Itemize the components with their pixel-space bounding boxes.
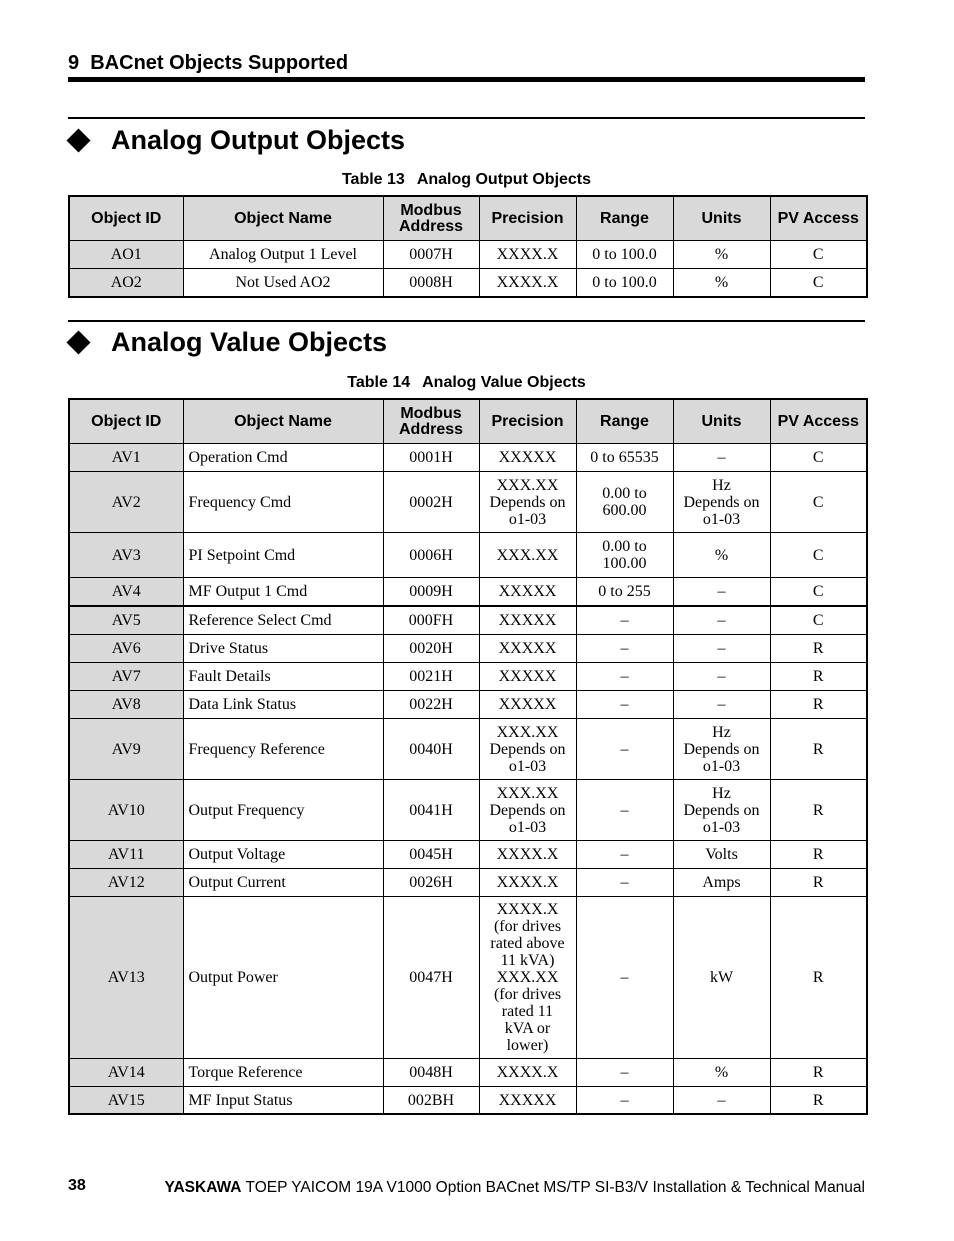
cell-precision: XXXXX <box>479 606 576 635</box>
cell-object-id: AV11 <box>69 841 183 869</box>
cell-range: 0 to 100.0 <box>576 269 673 298</box>
cell-object-name: Data Link Status <box>183 691 383 719</box>
cell-units: – <box>673 444 770 472</box>
cell-units: Amps <box>673 869 770 897</box>
cell-modbus-address: 0009H <box>383 578 479 607</box>
col-header-modbus-address: Modbus Address <box>383 196 479 241</box>
cell-precision: XXXXX <box>479 663 576 691</box>
cell-pv-access: C <box>770 606 867 635</box>
cell-units: % <box>673 533 770 578</box>
cell-range: – <box>576 780 673 841</box>
col-header-pv-access: PV Access <box>770 399 867 444</box>
cell-modbus-address: 002BH <box>383 1087 479 1115</box>
cell-units: – <box>673 578 770 607</box>
cell-object-id: AV10 <box>69 780 183 841</box>
cell-modbus-address: 000FH <box>383 606 479 635</box>
table-row <box>69 841 867 869</box>
section-heading-analog-value <box>68 322 387 362</box>
table-row <box>69 578 867 607</box>
table-caption <box>68 171 865 189</box>
cell-range: – <box>576 1087 673 1115</box>
table-row <box>69 719 867 780</box>
cell-object-name: Frequency Reference <box>183 719 383 780</box>
cell-object-id: AO1 <box>69 241 183 269</box>
cell-pv-access: R <box>770 897 867 1059</box>
cell-object-name: PI Setpoint Cmd <box>183 533 383 578</box>
cell-object-id: AV8 <box>69 691 183 719</box>
table-header-row <box>69 196 867 241</box>
cell-object-name: Not Used AO2 <box>183 269 383 298</box>
cell-object-id: AV13 <box>69 897 183 1059</box>
cell-object-name: MF Input Status <box>183 1087 383 1115</box>
table-row <box>69 869 867 897</box>
col-header-object-id: Object ID <box>69 399 183 444</box>
cell-precision: XXX.XX Depends on o1-03 <box>479 472 576 533</box>
cell-object-id: AO2 <box>69 269 183 298</box>
section-heading-analog-output <box>68 120 405 160</box>
cell-modbus-address: 0008H <box>383 269 479 298</box>
cell-pv-access: R <box>770 869 867 897</box>
cell-precision: XXX.XX Depends on o1-03 <box>479 719 576 780</box>
cell-object-id: AV12 <box>69 869 183 897</box>
table-row <box>69 533 867 578</box>
cell-precision: XXXX.X <box>479 869 576 897</box>
cell-pv-access: C <box>770 269 867 298</box>
table-row <box>69 663 867 691</box>
table-row <box>69 897 867 1059</box>
table-caption-text: Analog Value Objects <box>422 374 586 391</box>
col-header-object-id: Object ID <box>69 196 183 241</box>
col-header-modbus-address: Modbus Address <box>383 399 479 444</box>
table-caption-text: Analog Output Objects <box>416 171 592 188</box>
col-header-range: Range <box>576 399 673 444</box>
cell-object-name: Drive Status <box>183 635 383 663</box>
cell-object-id: AV7 <box>69 663 183 691</box>
cell-units: – <box>673 606 770 635</box>
col-header-object-name: Object Name <box>183 399 383 444</box>
cell-pv-access: C <box>770 444 867 472</box>
cell-modbus-address: 0001H <box>383 444 479 472</box>
cell-pv-access: R <box>770 841 867 869</box>
cell-precision: XXXXX <box>479 635 576 663</box>
cell-object-name: Output Current <box>183 869 383 897</box>
table-row <box>69 269 867 298</box>
cell-object-id: AV14 <box>69 1059 183 1087</box>
cell-pv-access: C <box>770 472 867 533</box>
chapter-header <box>68 50 865 76</box>
cell-pv-access: C <box>770 578 867 607</box>
cell-pv-access: R <box>770 780 867 841</box>
cell-units: Hz Depends on o1-03 <box>673 472 770 533</box>
cell-range: – <box>576 841 673 869</box>
col-header-units: Units <box>673 399 770 444</box>
cell-units: % <box>673 269 770 298</box>
cell-units: – <box>673 1087 770 1115</box>
table-row <box>69 635 867 663</box>
cell-precision: XXXX.X <box>479 841 576 869</box>
section-title: Analog Output Objects <box>111 124 405 155</box>
cell-modbus-address: 0021H <box>383 663 479 691</box>
col-header-units: Units <box>673 196 770 241</box>
cell-precision: XXXXX <box>479 1087 576 1115</box>
analog-value-table <box>68 398 868 1115</box>
cell-object-name: Operation Cmd <box>183 444 383 472</box>
cell-range: 0 to 100.0 <box>576 241 673 269</box>
cell-object-name: Reference Select Cmd <box>183 606 383 635</box>
table-caption-number: Table 14 <box>347 374 411 391</box>
cell-object-name: Output Power <box>183 897 383 1059</box>
cell-units: Hz Depends on o1-03 <box>673 780 770 841</box>
cell-object-id: AV5 <box>69 606 183 635</box>
cell-pv-access: C <box>770 241 867 269</box>
cell-object-id: AV3 <box>69 533 183 578</box>
cell-object-name: Torque Reference <box>183 1059 383 1087</box>
cell-range: – <box>576 719 673 780</box>
cell-precision: XXXXX <box>479 691 576 719</box>
cell-range: – <box>576 606 673 635</box>
cell-object-id: AV4 <box>69 578 183 607</box>
cell-pv-access: R <box>770 663 867 691</box>
table-row <box>69 472 867 533</box>
table-row <box>69 780 867 841</box>
cell-units: % <box>673 241 770 269</box>
table-row <box>69 241 867 269</box>
cell-object-name: Fault Details <box>183 663 383 691</box>
cell-pv-access: R <box>770 719 867 780</box>
cell-precision: XXXXX <box>479 578 576 607</box>
cell-modbus-address: 0006H <box>383 533 479 578</box>
cell-object-id: AV6 <box>69 635 183 663</box>
cell-units: % <box>673 1059 770 1087</box>
col-header-precision: Precision <box>479 196 576 241</box>
cell-modbus-address: 0022H <box>383 691 479 719</box>
cell-range: 0.00 to 100.00 <box>576 533 673 578</box>
table-row <box>69 606 867 635</box>
cell-precision: XXXX.X (for drives rated above 11 kVA) XXX.XX (for drives rated 11 kVA or lower) <box>479 897 576 1059</box>
cell-object-name: Analog Output 1 Level <box>183 241 383 269</box>
cell-modbus-address: 0007H <box>383 241 479 269</box>
cell-precision: XXXX.X <box>479 269 576 298</box>
table-header-row <box>69 399 867 444</box>
cell-precision: XXX.XX Depends on o1-03 <box>479 780 576 841</box>
cell-units: Hz Depends on o1-03 <box>673 719 770 780</box>
cell-pv-access: C <box>770 533 867 578</box>
cell-object-id: AV1 <box>69 444 183 472</box>
table-row <box>69 444 867 472</box>
cell-units: kW <box>673 897 770 1059</box>
cell-modbus-address: 0045H <box>383 841 479 869</box>
cell-object-name: MF Output 1 Cmd <box>183 578 383 607</box>
cell-range: – <box>576 691 673 719</box>
cell-modbus-address: 0002H <box>383 472 479 533</box>
table-caption <box>68 374 865 392</box>
cell-pv-access: R <box>770 635 867 663</box>
col-header-precision: Precision <box>479 399 576 444</box>
cell-pv-access: R <box>770 1087 867 1115</box>
cell-precision: XXXX.X <box>479 241 576 269</box>
cell-modbus-address: 0026H <box>383 869 479 897</box>
col-header-pv-access: PV Access <box>770 196 867 241</box>
cell-precision: XXX.XX <box>479 533 576 578</box>
cell-object-id: AV9 <box>69 719 183 780</box>
table-row <box>69 1087 867 1115</box>
cell-modbus-address: 0040H <box>383 719 479 780</box>
cell-object-name: Frequency Cmd <box>183 472 383 533</box>
cell-modbus-address: 0041H <box>383 780 479 841</box>
cell-range: – <box>576 635 673 663</box>
cell-units: Volts <box>673 841 770 869</box>
cell-object-name: Output Voltage <box>183 841 383 869</box>
table-row <box>69 691 867 719</box>
diamond-bullet-icon <box>66 128 90 152</box>
cell-range: – <box>576 663 673 691</box>
table-caption-number: Table 13 <box>341 171 405 188</box>
footer-manual-title: TOEP YAICOM 19A V1000 Option BACnet MS/TP SI-B3/V Installation & Technical Manual <box>241 1179 865 1196</box>
cell-precision: XXXX.X <box>479 1059 576 1087</box>
cell-range: 0 to 255 <box>576 578 673 607</box>
cell-units: – <box>673 663 770 691</box>
cell-units: – <box>673 691 770 719</box>
chapter-title: 9 BACnet Objects Supported <box>68 52 349 74</box>
cell-object-id: AV2 <box>69 472 183 533</box>
page-number: 38 <box>68 1177 86 1194</box>
cell-modbus-address: 0048H <box>383 1059 479 1087</box>
cell-range: – <box>576 897 673 1059</box>
col-header-range: Range <box>576 196 673 241</box>
analog-output-table <box>68 195 868 298</box>
table-row <box>69 1059 867 1087</box>
cell-object-name: Output Frequency <box>183 780 383 841</box>
section-divider <box>68 117 865 119</box>
cell-range: 0.00 to 600.00 <box>576 472 673 533</box>
cell-pv-access: R <box>770 1059 867 1087</box>
cell-range: – <box>576 869 673 897</box>
cell-range: 0 to 65535 <box>576 444 673 472</box>
section-title: Analog Value Objects <box>111 326 388 357</box>
cell-precision: XXXXX <box>479 444 576 472</box>
cell-pv-access: R <box>770 691 867 719</box>
cell-range: – <box>576 1059 673 1087</box>
cell-modbus-address: 0047H <box>383 897 479 1059</box>
diamond-bullet-icon <box>66 330 90 354</box>
chapter-rule <box>68 77 865 82</box>
footer-brand: YASKAWA <box>164 1179 242 1196</box>
footer-document-title <box>165 1179 865 1197</box>
col-header-object-name: Object Name <box>183 196 383 241</box>
cell-object-id: AV15 <box>69 1087 183 1115</box>
cell-modbus-address: 0020H <box>383 635 479 663</box>
cell-units: – <box>673 635 770 663</box>
